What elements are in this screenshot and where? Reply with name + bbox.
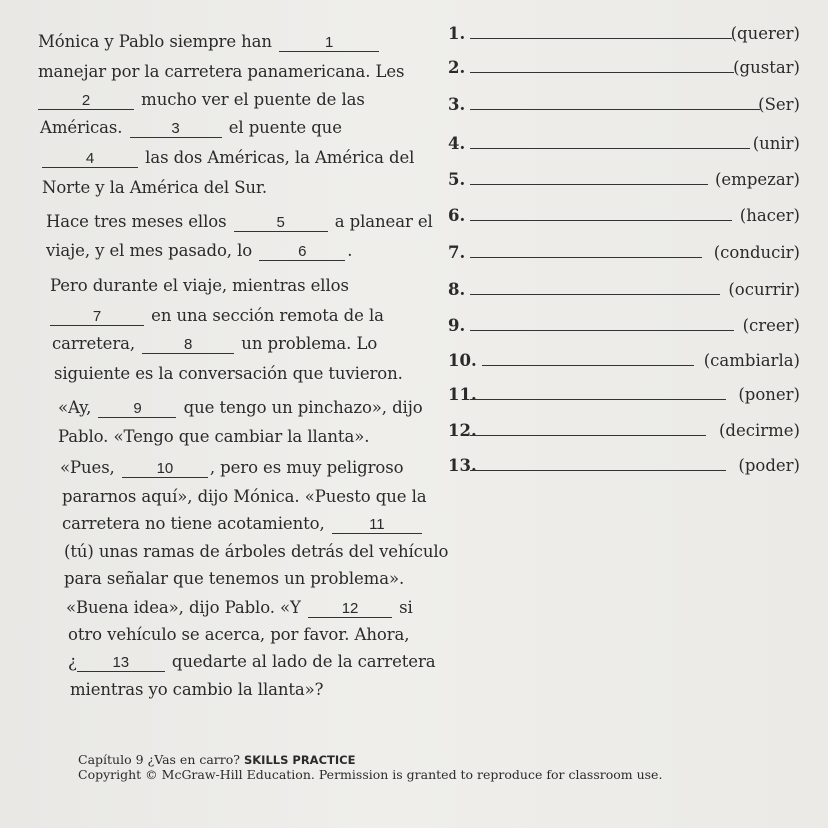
- answer-line-4[interactable]: [470, 148, 750, 149]
- verb-hint: (ocurrir): [728, 280, 800, 299]
- question-number: 9.: [448, 316, 466, 335]
- story-line: «Buena idea», dijo Pablo. «Y 12 si: [66, 598, 413, 617]
- blank-4[interactable]: 4: [42, 151, 138, 168]
- story-line: ¿ 13 quedarte al lado de la carretera: [68, 652, 436, 671]
- verb-hint: (decirme): [718, 421, 800, 440]
- story-line: Pero durante el viaje, mientras ellos: [50, 276, 349, 295]
- answer-row-13: [448, 456, 800, 478]
- story-line: carretera no tiene acotamiento, 11: [62, 514, 424, 534]
- blank-11[interactable]: 11: [332, 517, 422, 534]
- story-line: Hace tres meses ellos 5 a planear el: [46, 212, 433, 231]
- question-number: 1.: [448, 24, 466, 43]
- answer-line-9[interactable]: [470, 330, 734, 331]
- verb-hint: (unir): [752, 134, 800, 153]
- verb-hint: (empezar): [714, 170, 800, 189]
- question-number: 13.: [448, 456, 477, 475]
- blank-12[interactable]: 12: [308, 601, 392, 618]
- question-number: 5.: [448, 170, 466, 189]
- answer-row-6: [448, 206, 800, 228]
- answer-line-8[interactable]: [470, 294, 720, 295]
- answer-row-12: [448, 421, 800, 443]
- answer-line-6[interactable]: [470, 220, 732, 221]
- story-line: pararnos aquí», dijo Mónica. «Puesto que la: [62, 487, 427, 506]
- answer-line-7[interactable]: [470, 257, 702, 258]
- blank-6[interactable]: 6: [259, 244, 345, 261]
- blank-3[interactable]: 3: [130, 121, 222, 138]
- question-number: 2.: [448, 58, 466, 77]
- answer-row-8: [448, 280, 800, 302]
- story-line: otro vehículo se acerca, por favor. Ahora,: [68, 625, 410, 644]
- answer-line-5[interactable]: [470, 184, 708, 185]
- story-line: Pablo. «Tengo que cambiar la llanta».: [58, 427, 370, 446]
- question-number: 10.: [448, 351, 477, 370]
- story-line: mientras yo cambio la llanta»?: [70, 680, 324, 699]
- story-line: Mónica y Pablo siempre han 1: [38, 32, 381, 52]
- answer-line-11[interactable]: [470, 399, 726, 400]
- story-line: «Pues, 10 , pero es muy peligroso: [60, 458, 404, 477]
- verb-hint: (cambiarla): [703, 351, 800, 370]
- story-line: Américas. 3 el puente que: [40, 118, 342, 137]
- blank-9[interactable]: 9: [98, 401, 176, 418]
- story-line: viaje, y el mes pasado, lo 6 .: [46, 241, 353, 260]
- blank-10[interactable]: 10: [122, 461, 208, 478]
- blank-2[interactable]: 2: [38, 93, 134, 110]
- story-line: Norte y la América del Sur.: [42, 178, 268, 197]
- blank-13[interactable]: 13: [77, 655, 165, 672]
- answer-row-11: [448, 385, 800, 407]
- verb-hint: (poner): [738, 385, 800, 404]
- answer-row-9: [448, 316, 800, 338]
- verb-hint: (querer): [730, 24, 800, 43]
- story-line: carretera, 8 un problema. Lo: [52, 334, 378, 353]
- story-line: «Ay, 9 que tengo un pinchazo», dijo: [58, 398, 423, 417]
- blank-1[interactable]: 1: [279, 35, 379, 52]
- question-number: 4.: [448, 134, 466, 153]
- answer-line-1[interactable]: [470, 38, 732, 39]
- story-line: 7 en una sección remota de la: [50, 306, 384, 326]
- blank-8[interactable]: 8: [142, 337, 234, 354]
- answer-line-3[interactable]: [470, 109, 760, 110]
- answer-line-10[interactable]: [482, 365, 694, 366]
- verb-hint: (hacer): [739, 206, 800, 225]
- story-line: 2 mucho ver el puente de las: [38, 90, 365, 110]
- answer-row-10: [448, 351, 800, 373]
- verb-hint: (Ser): [758, 95, 800, 114]
- answer-row-3: [448, 95, 800, 117]
- footer-chapter: Capítulo 9 ¿Vas en carro? SKILLS PRACTICE: [78, 752, 356, 767]
- answer-row-1: [448, 24, 800, 46]
- question-number: 7.: [448, 243, 466, 262]
- answer-row-5: [448, 170, 800, 192]
- question-number: 8.: [448, 280, 466, 299]
- question-number: 11.: [448, 385, 477, 404]
- story-line: 4 las dos Américas, la América del: [42, 148, 414, 168]
- question-number: 6.: [448, 206, 466, 225]
- blank-5[interactable]: 5: [234, 215, 328, 232]
- story-line: para señalar que tenemos un problema».: [64, 569, 405, 588]
- footer-copyright: Copyright © McGraw-Hill Education. Permission is granted to reproduce for classroom use.: [78, 767, 663, 782]
- verb-hint: (gustar): [733, 58, 800, 77]
- answer-row-2: [448, 58, 800, 80]
- story-line: (tú) unas ramas de árboles detrás del vehículo: [64, 542, 449, 561]
- verb-hint: (creer): [742, 316, 800, 335]
- answer-row-4: [448, 134, 800, 156]
- answer-line-2[interactable]: [470, 72, 734, 73]
- answer-row-7: [448, 243, 800, 265]
- question-number: 12.: [448, 421, 477, 440]
- answer-line-13[interactable]: [470, 470, 726, 471]
- story-line: siguiente es la conversación que tuvieron.: [54, 364, 403, 383]
- answer-line-12[interactable]: [470, 435, 706, 436]
- question-number: 3.: [448, 95, 466, 114]
- story-line: manejar por la carretera panamericana. Les: [38, 62, 405, 81]
- verb-hint: (conducir): [713, 243, 800, 262]
- blank-7[interactable]: 7: [50, 309, 144, 326]
- verb-hint: (poder): [738, 456, 800, 475]
